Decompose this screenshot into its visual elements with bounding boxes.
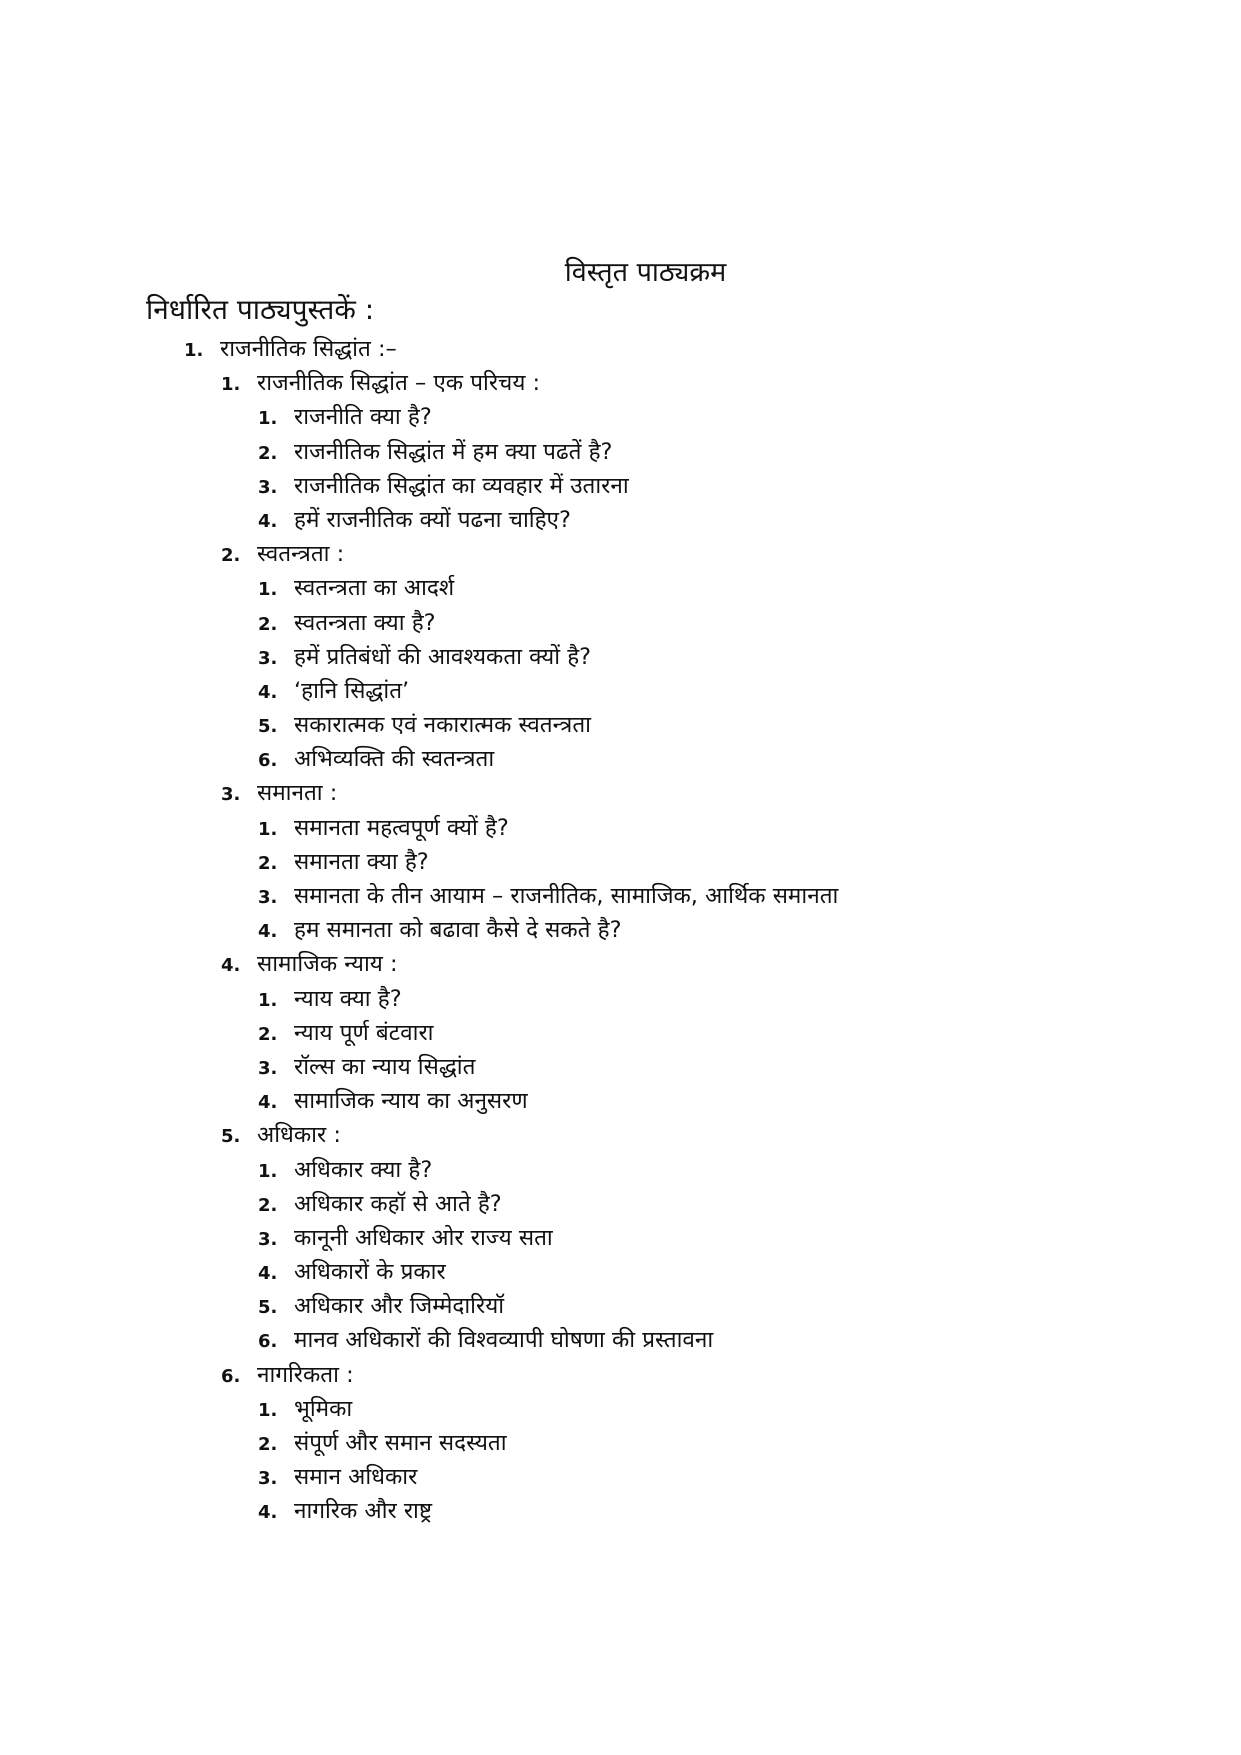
- topic-label: अधिकार और जिम्मेदारियॉ: [294, 1293, 505, 1320]
- topic-item: [0, 1494, 1241, 1528]
- topic-label: समानता क्या है?: [294, 848, 429, 875]
- topic-number: 4.: [258, 1263, 278, 1285]
- chapter-label: राजनीतिक सिद्धांत – एक परिचय :: [257, 370, 541, 397]
- topic-number: 2.: [258, 1194, 278, 1216]
- topic-item: [0, 879, 1241, 913]
- chapter-item: [0, 1118, 1241, 1152]
- topic-number: 4.: [258, 921, 278, 943]
- topic-label: नागरिक और राष्ट्र: [294, 1498, 432, 1525]
- topic-item: [0, 571, 1241, 605]
- topic-label: समान अधिकार: [294, 1464, 418, 1491]
- topic-number: 1.: [258, 579, 278, 601]
- topic-number: 3.: [258, 1228, 278, 1250]
- topic-label: संपूर्ण और समान सदस्यता: [294, 1430, 507, 1456]
- topic-item: [0, 845, 1241, 879]
- topic-label: राजनीतिक सिद्धांत में हम क्या पढतें है?: [294, 438, 613, 465]
- topic-label: समानता महत्वपूर्ण क्यों है?: [294, 814, 509, 841]
- book-label: राजनीतिक सिद्धांत :–: [220, 336, 397, 362]
- section-heading: निर्धारित पाठ्यपुस्तकें :: [146, 293, 375, 326]
- topic-label: राजनीतिक सिद्धांत का व्यवहार में उतारना: [294, 472, 629, 499]
- topic-label: अभिव्यक्ति की स्वतन्त्रता: [294, 746, 495, 773]
- chapter-number: 6.: [221, 1365, 241, 1387]
- topic-item: [0, 435, 1241, 469]
- topic-label: हमें राजनीतिक क्यों पढना चाहिए?: [294, 506, 571, 533]
- topic-item: [0, 503, 1241, 537]
- topic-label: भूमिका: [294, 1395, 353, 1422]
- chapter-number: 2.: [221, 545, 241, 567]
- topic-item: [0, 913, 1241, 947]
- topic-item: [0, 1084, 1241, 1118]
- topic-item: [0, 1153, 1241, 1187]
- topic-item: [0, 708, 1241, 742]
- topic-number: 1.: [258, 408, 278, 430]
- chapter-item: [0, 1358, 1241, 1392]
- topic-number: 5.: [258, 716, 278, 738]
- topic-item: [0, 1289, 1241, 1323]
- topic-item: [0, 1426, 1241, 1460]
- topic-label: मानव अधिकारों की विश्वव्यापी घोषणा की प्रस्तावना: [294, 1327, 714, 1354]
- topic-label: अधिकार कहॉ से आते है?: [294, 1190, 502, 1217]
- topic-number: 2.: [258, 1023, 278, 1045]
- topic-label: हम समानता को बढावा कैसे दे सकते है?: [294, 917, 622, 944]
- topic-number: 1.: [258, 989, 278, 1011]
- topic-item: [0, 1255, 1241, 1289]
- topic-item: [0, 742, 1241, 776]
- chapter-label: सामाजिक न्याय :: [257, 951, 398, 978]
- topic-label: सकारात्मक एवं नकारात्मक स्वतन्त्रता: [294, 712, 591, 739]
- topic-item: [0, 811, 1241, 845]
- topic-label: कानूनी अधिकार ओर राज्य सता: [294, 1224, 553, 1251]
- topic-number: 3.: [258, 476, 278, 498]
- topic-number: 4.: [258, 1092, 278, 1114]
- topic-label: अधिकारों के प्रकार: [294, 1259, 446, 1286]
- topic-number: 1.: [258, 1399, 278, 1421]
- topic-item: [0, 982, 1241, 1016]
- topic-item: [0, 1460, 1241, 1494]
- book-number: 1.: [184, 340, 204, 361]
- chapter-label: समानता :: [257, 780, 338, 807]
- topic-label: स्वतन्त्रता का आदर्श: [294, 575, 455, 602]
- chapter-number: 3.: [221, 784, 241, 806]
- topic-label: ‘हानि सिद्धांत’: [294, 677, 410, 704]
- topic-item: [0, 400, 1241, 434]
- topic-label: राजनीति क्या है?: [294, 404, 432, 431]
- topic-label: अधिकार क्या है?: [294, 1156, 433, 1183]
- topic-label: सामाजिक न्याय का अनुसरण: [294, 1088, 528, 1115]
- chapter-item: [0, 947, 1241, 981]
- topic-label: हमें प्रतिबंधों की आवश्यकता क्यों है?: [294, 643, 592, 670]
- topic-number: 2.: [258, 852, 278, 874]
- topic-item: [0, 1392, 1241, 1426]
- topic-item: [0, 606, 1241, 640]
- topic-label: न्याय क्या है?: [294, 985, 402, 1012]
- topic-label: रॉल्स का न्याय सिद्धांत: [294, 1053, 476, 1080]
- chapter-item: [0, 776, 1241, 810]
- chapter-label: स्वतन्त्रता :: [257, 541, 345, 568]
- chapter-number: 1.: [221, 374, 241, 396]
- topic-number: 1.: [258, 1160, 278, 1182]
- topic-number: 3.: [258, 887, 278, 908]
- chapter-label: अधिकार :: [257, 1122, 341, 1149]
- topic-item: [0, 674, 1241, 708]
- topic-number: 2.: [258, 613, 278, 635]
- chapter-list: [0, 366, 1241, 1528]
- topic-label: स्वतन्त्रता क्या है?: [294, 609, 436, 636]
- topic-item: [0, 1187, 1241, 1221]
- topic-number: 4.: [258, 510, 278, 532]
- topic-item: [0, 640, 1241, 674]
- topic-number: 2.: [258, 1434, 278, 1455]
- chapter-item: [0, 537, 1241, 571]
- topic-label: न्याय पूर्ण बंटवारा: [294, 1019, 434, 1046]
- topic-number: 1.: [258, 818, 278, 840]
- topic-number: 6.: [258, 750, 278, 772]
- chapter-item: [0, 366, 1241, 400]
- topic-number: 4.: [258, 1502, 278, 1524]
- syllabus-outline: [0, 332, 1241, 1529]
- topic-number: 2.: [258, 442, 278, 464]
- topic-item: [0, 1323, 1241, 1357]
- topic-label: समानता के तीन आयाम – राजनीतिक, सामाजिक, आर्थिक समानता: [294, 883, 839, 909]
- chapter-label: नागरिकता :: [257, 1361, 354, 1388]
- topic-item: [0, 1016, 1241, 1050]
- topic-item: [0, 1050, 1241, 1084]
- topic-number: 3.: [258, 647, 278, 669]
- chapter-number: 4.: [221, 955, 241, 977]
- topic-number: 5.: [258, 1297, 278, 1319]
- chapter-number: 5.: [221, 1126, 241, 1148]
- topic-number: 6.: [258, 1331, 278, 1353]
- topic-number: 3.: [258, 1468, 278, 1490]
- book-item: [0, 332, 1241, 366]
- page-title: विस्तृत पाठ्यक्रम: [564, 257, 727, 288]
- topic-item: [0, 1221, 1241, 1255]
- topic-number: 4.: [258, 681, 278, 703]
- topic-item: [0, 469, 1241, 503]
- topic-number: 3.: [258, 1057, 278, 1079]
